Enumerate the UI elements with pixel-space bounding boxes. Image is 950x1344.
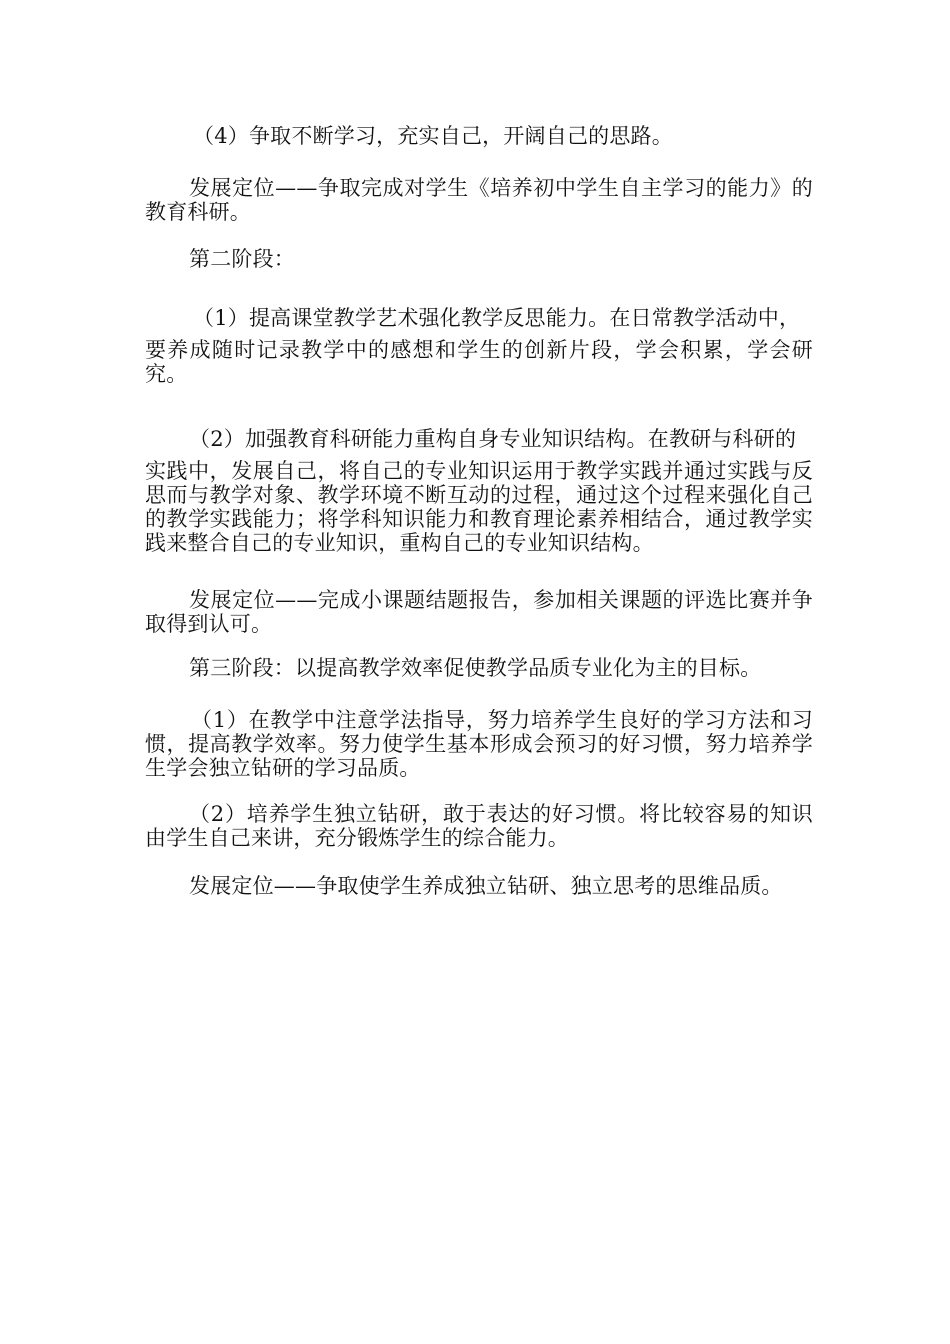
- paragraph-development-position-3: 发展定位——争取使学生养成独立钻研、独立思考的思维品质。: [189, 874, 783, 898]
- paragraph-first-line: （2）加强教育科研能力重构自身专业知识结构。在教研与科研的: [189, 427, 797, 451]
- paragraph-stage-two-item-1: [145, 306, 813, 386]
- paragraph-learning-goal: （4）争取不断学习，充实自己，开阔自己的思路。: [193, 124, 673, 148]
- paragraph-development-position-2: 发展定位——完成小课题结题报告，参加相关课题的评选比赛并争取得到认可。: [145, 588, 813, 636]
- paragraph-stage-two-heading: 第二阶段：: [189, 247, 295, 271]
- paragraph-stage-three-item-2: （2）培养学生独立钻研，敢于表达的好习惯。将比较容易的知识由学生自己来讲，充分锻炼学生的综合能力。: [145, 802, 813, 850]
- paragraph-first-line: （1）提高课堂教学艺术强化教学反思能力。在日常教学活动中，: [193, 306, 801, 330]
- paragraph-stage-two-item-2: [145, 427, 813, 555]
- paragraph-stage-three-item-1: （1）在教学中注意学法指导，努力培养学生良好的学习方法和习惯，提高教学效率。努力使学生基本形成会预习的好习惯，努力培养学生学会独立钻研的学习品质。: [145, 708, 813, 780]
- paragraph-development-position-1: 发展定位——争取完成对学生《培养初中学生自主学习的能力》的教育科研。: [145, 176, 813, 224]
- paragraph-stage-three-heading: 第三阶段：以提高教学效率促使教学品质专业化为主的目标。: [189, 656, 762, 680]
- paragraph-continuation: 要养成随时记录教学中的感想和学生的创新片段，学会积累，学会研究。: [145, 338, 813, 386]
- paragraph-continuation: 实践中，发展自己，将自己的专业知识运用于教学实践并通过实践与反思而与教学对象、教学环境不断互动的过程，通过这个过程来强化自己的教学实践能力；将学科知识能力和教育理论素养相结合，通过教学实践来整合自己的专业知识，重构自己的专业知识结构。: [145, 459, 813, 555]
